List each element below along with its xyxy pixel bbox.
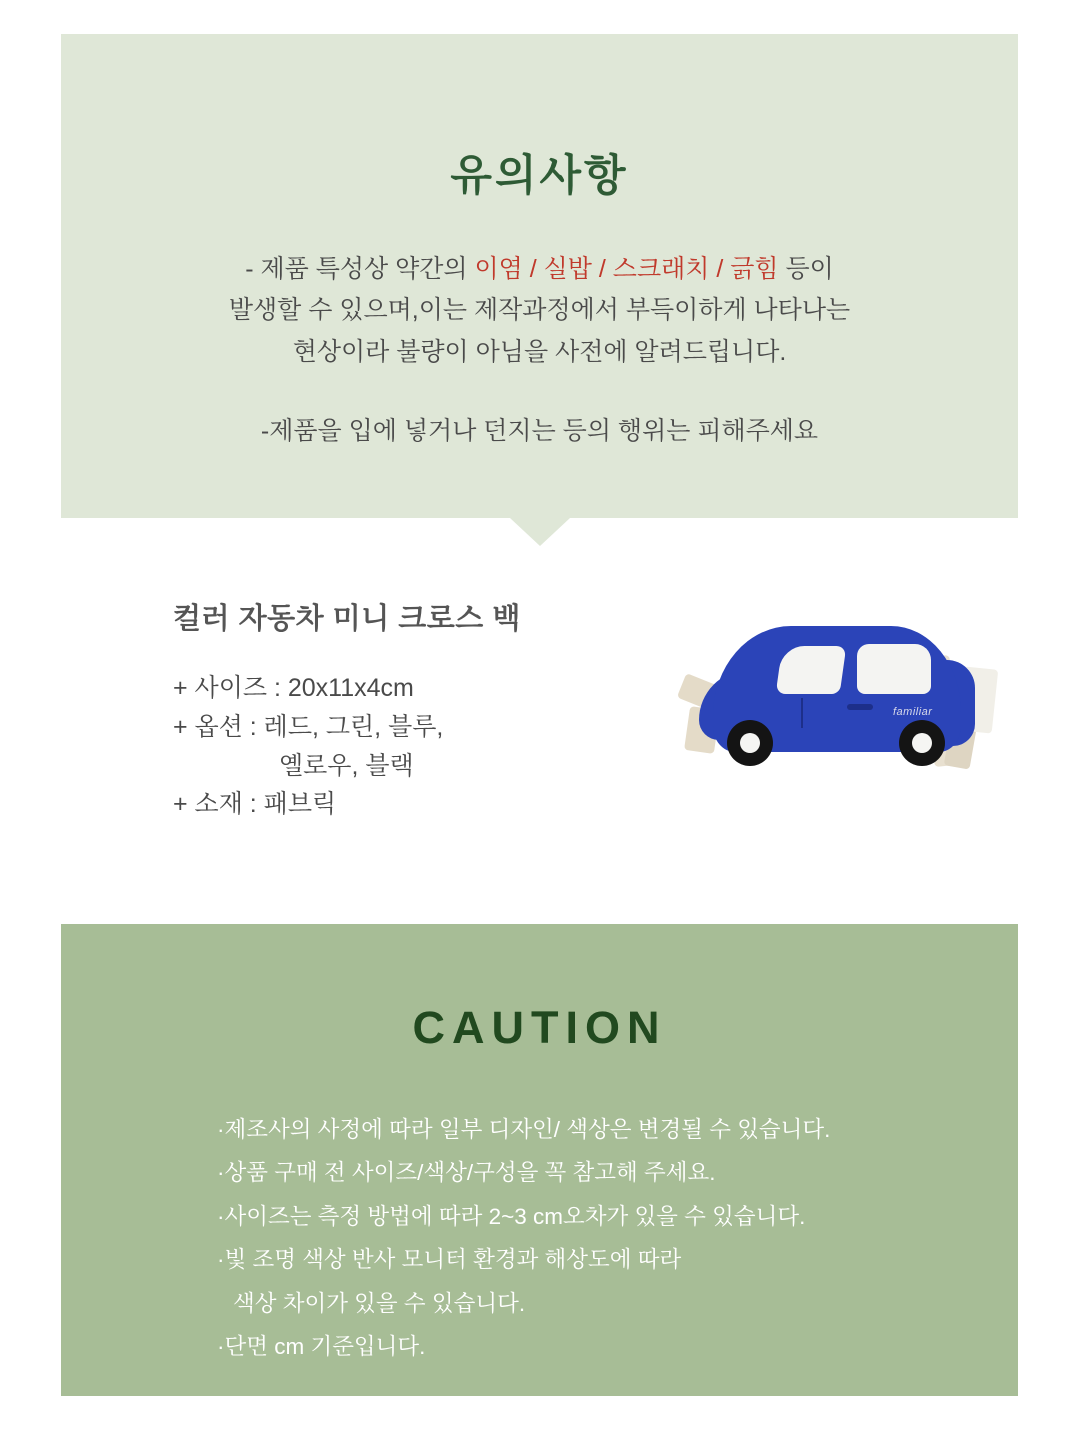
caution-item: ·제조사의 사정에 따라 일부 디자인/ 색상은 변경될 수 있습니다. (217, 1117, 831, 1142)
caution-item-continued: 색상 차이가 있을 수 있습니다. (233, 1290, 526, 1316)
caution-item: ·사이즈는 측정 방법에 따라 2~3 cm오차가 있을 수 있습니다. (217, 1203, 806, 1229)
car-window-front (776, 646, 847, 694)
spec-option-continued: 옐로우, 블랙 (279, 751, 414, 780)
chevron-down-icon-bottom (510, 924, 570, 952)
notice-text-post: 등이 (778, 255, 834, 283)
car-door-line (801, 698, 803, 728)
product-spec-list (173, 669, 693, 824)
spec-option: + 옵션 : 레드, 그린, 블루, (173, 712, 444, 741)
caution-item: ·빛 조명 색상 반사 모니터 환경과 해상도에 따라 (217, 1247, 682, 1273)
notice-panel (61, 34, 1018, 518)
chevron-down-icon-top (510, 518, 570, 546)
car-wheel-front (727, 720, 773, 766)
spec-size: + 사이즈 : 20x11x4cm (173, 674, 414, 702)
caution-title: CAUTION (412, 1002, 667, 1053)
notice-text-line2: 발생할 수 있으며,이는 제작과정에서 부득이하게 나타나는 (228, 296, 851, 325)
notice-paragraph-2: -제품을 입에 넣거나 던지는 등의 행위는 피해주세요 (260, 416, 819, 445)
notice-title: 유의사항 (450, 152, 629, 200)
brand-label: familiar (893, 706, 933, 718)
product-image-car-bag (661, 608, 1021, 818)
spec-material: + 소재 : 패브릭 (173, 790, 337, 819)
notice-text-highlight: 이염 / 실밥 / 스크래치 / 긁힘 (474, 255, 779, 283)
caution-list (61, 1108, 1018, 1369)
product-title: 컬러 자동차 미니 크로스 백 (173, 603, 521, 635)
product-info-section (61, 596, 1018, 916)
notice-paragraph-1 (61, 249, 1018, 373)
product-text-block (173, 596, 693, 824)
car-wheel-rear (899, 720, 945, 766)
caution-panel (61, 924, 1018, 1396)
notice-text-pre: - 제품 특성상 약간의 (245, 255, 475, 283)
car-window-rear (857, 644, 931, 694)
car-door-handle (847, 704, 873, 710)
caution-item: ·단면 cm 기준입니다. (217, 1334, 426, 1360)
caution-item: ·상품 구매 전 사이즈/색상/구성을 꼭 참고해 주세요. (217, 1160, 716, 1186)
notice-text-line3: 현상이라 불량이 아님을 사전에 알려드립니다. (292, 337, 787, 366)
